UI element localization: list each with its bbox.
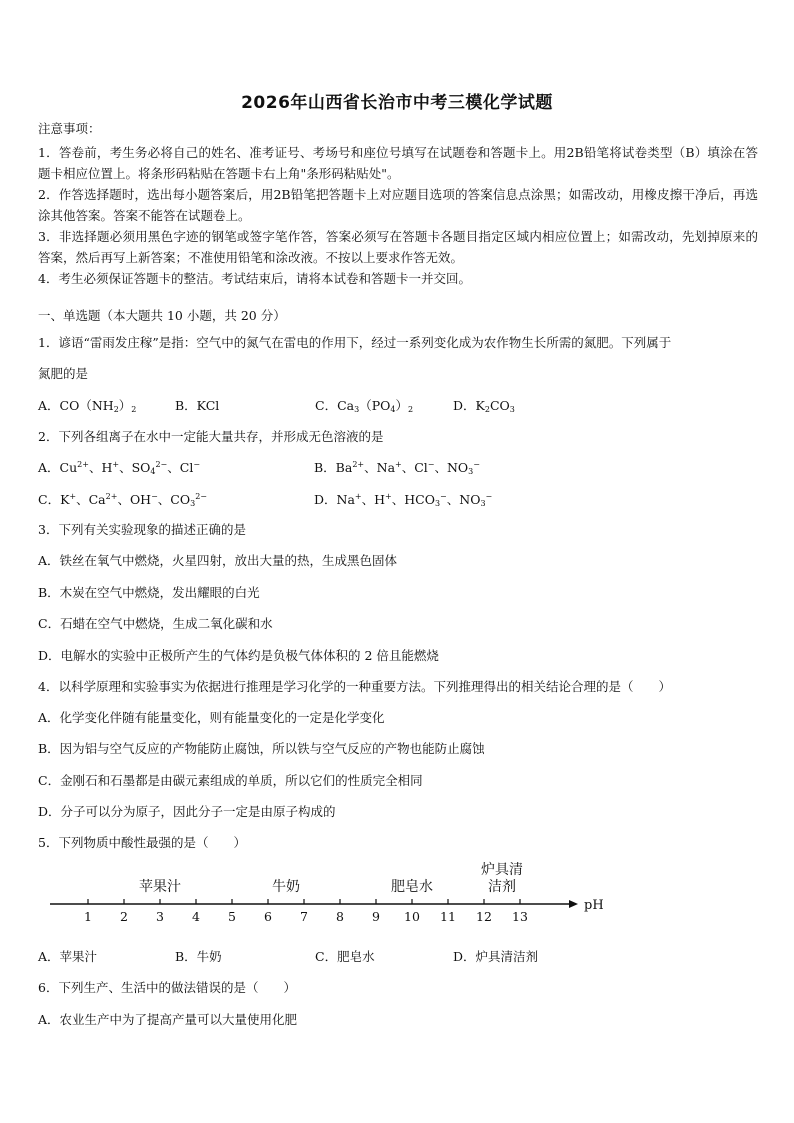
option-a: A．农业生产中为了提高产量可以大量使用化肥 — [38, 1012, 298, 1027]
option-d: D．炉具清洁剂 — [453, 949, 539, 964]
ph-tick-label: 13 — [512, 909, 528, 924]
option-b: B．KCl — [175, 398, 220, 413]
option-b: B．牛奶 — [175, 949, 222, 964]
option-d: D．$K_2CO_3$ — [453, 398, 515, 414]
ph-tick-label: 4 — [192, 909, 200, 924]
ph-substance-label: 苹果汁 — [139, 879, 181, 895]
ph-substance-label — [462, 862, 542, 896]
option-a: A．苹果汁 — [38, 949, 98, 964]
ph-tick-label: 9 — [372, 909, 380, 924]
option-a: A．化学变化伴随有能量变化，则有能量变化的一定是化学变化 — [38, 710, 385, 725]
question-1-stem: 1．谚语“雷雨发庄稼”是指：空气中的氮气在雷电的作用下，经过一系列变化成为农作物生长所需的氮肥。下列属于 — [38, 335, 672, 350]
note-item: 1．答卷前，考生务必将自己的姓名、准考证号、考场号和座位号填写在试题卷和答题卡上。用2B铅笔将试卷类型（B）填涂在答题卡相应位置上。将条形码粘贴在答题卡右上角"条形码粘贴处"。 — [38, 145, 758, 181]
option-a: A．$CO(NH_2)_2$ — [38, 398, 137, 414]
note-item: 4．考生必须保证答题卡的整洁。考试结束后，请将本试卷和答题卡一并交回。 — [38, 271, 471, 286]
option-c: C．石蜡在空气中燃烧，生成二氧化碳和水 — [38, 616, 273, 631]
ph-substance-label: 牛奶 — [272, 879, 300, 895]
option-b: B．木炭在空气中燃烧，发出耀眼的白光 — [38, 585, 260, 600]
page-title: 2026年山西省长治市中考三模化学试题 — [241, 93, 553, 113]
ph-tick-label: 8 — [336, 909, 344, 924]
ph-tick-label: 11 — [440, 909, 456, 924]
option-c: C．金刚石和石墨都是由碳元素组成的单质，所以它们的性质完全相同 — [38, 773, 423, 788]
option-d: D．Na+、H+、$HCO_3^-$、$NO_3^-$ — [314, 492, 493, 508]
question-2-stem: 2．下列各组离子在水中一定能大量共存，并形成无色溶液的是 — [38, 429, 384, 444]
ph-unit-label: pH — [584, 898, 604, 913]
question-5-stem: 5．下列物质中酸性最强的是（ ） — [38, 835, 246, 850]
ph-tick-label: 12 — [476, 909, 492, 924]
ph-tick-label: 5 — [228, 909, 236, 924]
option-d: D．分子可以分为原子，因此分子一定是由原子构成的 — [38, 804, 336, 819]
question-6-stem: 6．下列生产、生活中的做法错误的是（ ） — [38, 980, 296, 995]
option-b: B．因为铝与空气反应的产物能防止腐蚀，所以铁与空气反应的产物也能防止腐蚀 — [38, 741, 485, 756]
question-4-stem: 4．以科学原理和实验事实为依据进行推理是学习化学的一种重要方法。下列推理得出的相关结论合理的是（ ） — [38, 679, 671, 694]
ph-tick-label: 6 — [264, 909, 272, 924]
option-a: A．$Cu^{2+}$、H+、$SO_4^{2-}$、Cl− — [38, 460, 201, 476]
option-c: C．$Ca_3(PO_4)_2$ — [315, 398, 414, 414]
ph-scale-diagram — [40, 860, 604, 930]
ph-substance-label-line: 洁剂 — [488, 879, 516, 895]
question-2-options-cd — [38, 490, 758, 510]
question-3-stem: 3．下列有关实验现象的描述正确的是 — [38, 522, 246, 537]
ph-tick-label: 7 — [300, 909, 308, 924]
option-a: A．铁丝在氧气中燃烧，火星四射，放出大量的热，生成黑色固体 — [38, 553, 398, 568]
option-d: D．电解水的实验中正极所产生的气体约是负极气体体积的 2 倍且能燃烧 — [38, 648, 439, 663]
ph-substance-label-line: 炉具清 — [481, 862, 523, 878]
question-1-options — [38, 396, 758, 416]
section-heading: 一、单选题（本大题共 10 小题，共 20 分） — [38, 308, 286, 323]
note-item: 3．非选择题必须用黑色字迹的钢笔或签字笔作答，答案必须写在答题卡各题目指定区域内相应位置上；如需改动，先划掉原来的答案，然后再写上新答案；不准使用铅笔和涂改液。不按以上要求作答无效。 — [38, 229, 758, 265]
notes-heading: 注意事项： — [38, 121, 101, 136]
notes-section — [38, 119, 758, 289]
ph-substance-label: 肥皂水 — [391, 879, 433, 895]
option-b: B．$Ba^{2+}$、Na+、Cl−、$NO_3^-$ — [314, 460, 480, 476]
ph-axis-arrow — [569, 900, 578, 908]
question-1-stem-cont: 氮肥的是 — [38, 366, 89, 381]
ph-tick-label: 2 — [120, 909, 128, 924]
question-2-options-ab — [38, 458, 758, 478]
ph-tick-label: 1 — [84, 909, 92, 924]
ph-tick-label: 3 — [156, 909, 164, 924]
question-5-options — [38, 947, 758, 967]
ph-tick-label: 10 — [404, 909, 420, 924]
note-item: 2．作答选择题时，选出每小题答案后，用2B铅笔把答题卡上对应题目选项的答案信息点涂黑；如需改动，用橡皮擦干净后，再选涂其他答案。答案不能答在试题卷上。 — [38, 187, 758, 223]
option-c: C．K+、$Ca^{2+}$、OH−、$CO_3^{2-}$ — [38, 492, 207, 508]
option-c: C．肥皂水 — [315, 949, 375, 964]
